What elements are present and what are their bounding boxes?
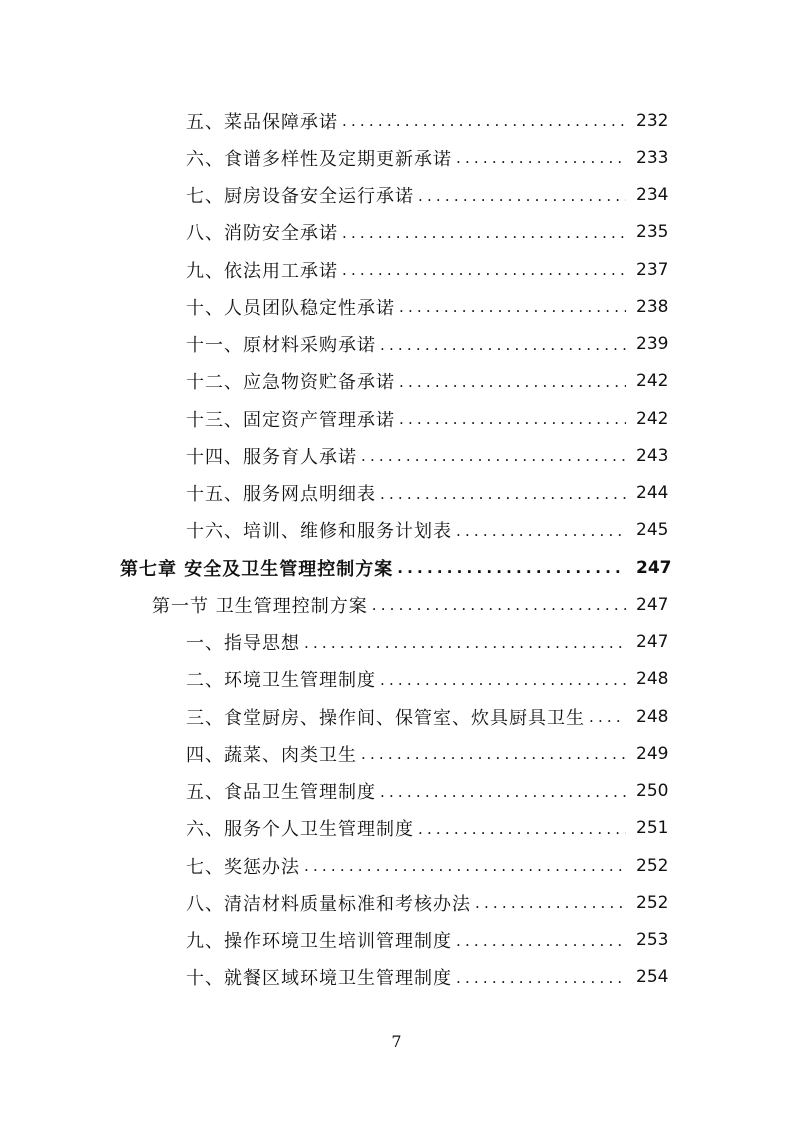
toc-entry-page-number: 254 — [636, 967, 669, 988]
toc-entry-page-number: 253 — [636, 930, 669, 951]
toc-dot-leader — [342, 224, 626, 241]
toc-dot-leader — [361, 447, 626, 464]
toc-entry-page-number: 233 — [636, 147, 669, 168]
toc-entry-title: 二、环境卫生管理制度 — [186, 670, 376, 692]
toc-item-entry[interactable] — [0, 102, 793, 139]
toc-item-entry[interactable] — [0, 810, 793, 847]
table-of-contents — [0, 102, 793, 996]
toc-entry-title: 五、菜品保障承诺 — [186, 111, 338, 133]
toc-dot-leader — [456, 969, 626, 986]
toc-entry-page-number: 247 — [636, 594, 669, 615]
toc-entry-title: 十一、原材料采购承诺 — [186, 335, 376, 357]
toc-entry-page-number: 245 — [636, 520, 669, 541]
toc-entry-title: 七、厨房设备安全运行承诺 — [186, 186, 414, 208]
toc-entry-title: 三、食堂厨房、操作间、保管室、炊具厨具卫生 — [186, 707, 585, 729]
toc-entry-page-number: 251 — [636, 818, 669, 839]
toc-dot-leader — [418, 187, 626, 204]
toc-entry-page-number: 238 — [636, 296, 669, 317]
toc-entry-title: 四、蔬菜、肉类卫生 — [186, 744, 357, 766]
toc-item-entry[interactable] — [0, 698, 793, 735]
toc-entry-title: 十三、固定资产管理承诺 — [186, 409, 395, 431]
toc-item-entry[interactable] — [0, 363, 793, 400]
toc-dot-leader — [304, 634, 626, 651]
toc-dot-leader — [342, 261, 626, 278]
toc-dot-leader — [380, 671, 626, 688]
toc-entry-page-number: 249 — [636, 743, 669, 764]
toc-chapter-entry[interactable] — [0, 549, 793, 586]
toc-entry-title: 十五、服务网点明细表 — [186, 484, 376, 506]
toc-entry-page-number: 248 — [636, 706, 669, 727]
toc-dot-leader — [399, 373, 626, 390]
toc-entry-page-number: 239 — [636, 334, 669, 355]
toc-dot-leader — [399, 410, 626, 427]
toc-entry-title: 五、食品卫生管理制度 — [186, 782, 376, 804]
toc-dot-leader — [456, 932, 626, 949]
toc-item-entry[interactable] — [0, 326, 793, 363]
toc-entry-title: 九、依法用工承诺 — [186, 260, 338, 282]
toc-entry-page-number: 252 — [636, 892, 669, 913]
toc-entry-title: 第一节 卫生管理控制方案 — [152, 595, 368, 617]
toc-entry-title: 十、人员团队稳定性承诺 — [186, 297, 395, 319]
toc-entry-page-number: 234 — [636, 185, 669, 206]
toc-entry-title: 一、指导思想 — [186, 633, 300, 655]
toc-item-entry[interactable] — [0, 288, 793, 325]
toc-dot-leader — [372, 596, 626, 613]
toc-entry-title: 十二、应急物资贮备承诺 — [186, 372, 395, 394]
toc-item-entry[interactable] — [0, 773, 793, 810]
toc-section-entry[interactable] — [0, 586, 793, 623]
toc-entry-page-number: 247 — [636, 557, 672, 578]
toc-entry-title: 十四、服务育人承诺 — [186, 446, 357, 468]
toc-entry-title: 第七章 安全及卫生管理控制方案 — [120, 558, 394, 580]
toc-dot-leader — [456, 149, 626, 166]
toc-entry-title: 八、消防安全承诺 — [186, 223, 338, 245]
toc-entry-page-number: 247 — [636, 632, 669, 653]
toc-entry-page-number: 243 — [636, 445, 669, 466]
toc-item-entry[interactable] — [0, 512, 793, 549]
toc-item-entry[interactable] — [0, 437, 793, 474]
toc-entry-title: 九、操作环境卫生培训管理制度 — [186, 931, 452, 953]
toc-item-entry[interactable] — [0, 214, 793, 251]
toc-item-entry[interactable] — [0, 884, 793, 921]
toc-entry-title: 十六、培训、维修和服务计划表 — [186, 521, 452, 543]
toc-dot-leader — [399, 298, 626, 315]
toc-entry-title: 七、奖惩办法 — [186, 856, 300, 878]
toc-dot-leader — [475, 894, 626, 911]
toc-entry-page-number: 232 — [636, 110, 669, 131]
toc-dot-leader — [589, 708, 626, 725]
toc-item-entry[interactable] — [0, 959, 793, 996]
toc-entry-title: 八、清洁材料质量标准和考核办法 — [186, 893, 471, 915]
toc-dot-leader — [380, 783, 626, 800]
toc-entry-title: 六、服务个人卫生管理制度 — [186, 819, 414, 841]
toc-item-entry[interactable] — [0, 400, 793, 437]
toc-item-entry[interactable] — [0, 624, 793, 661]
toc-dot-leader — [342, 112, 626, 129]
toc-item-entry[interactable] — [0, 922, 793, 959]
toc-entry-page-number: 242 — [636, 371, 669, 392]
toc-item-entry[interactable] — [0, 475, 793, 512]
toc-item-entry[interactable] — [0, 251, 793, 288]
toc-entry-page-number: 235 — [636, 222, 669, 243]
toc-entry-title: 六、食谱多样性及定期更新承诺 — [186, 148, 452, 170]
toc-dot-leader — [361, 745, 626, 762]
toc-entry-page-number: 242 — [636, 408, 669, 429]
toc-dot-leader — [380, 336, 626, 353]
toc-entry-page-number: 244 — [636, 483, 669, 504]
toc-item-entry[interactable] — [0, 139, 793, 176]
toc-item-entry[interactable] — [0, 661, 793, 698]
toc-dot-leader — [304, 857, 626, 874]
toc-entry-page-number: 237 — [636, 259, 669, 280]
toc-dot-leader — [456, 522, 626, 539]
page-number: 7 — [391, 1032, 402, 1051]
toc-entry-page-number: 248 — [636, 669, 669, 690]
toc-entry-page-number: 250 — [636, 781, 669, 802]
toc-dot-leader — [380, 485, 626, 502]
toc-item-entry[interactable] — [0, 847, 793, 884]
toc-item-entry[interactable] — [0, 177, 793, 214]
toc-dot-leader — [418, 820, 626, 837]
toc-entry-title: 十、就餐区域环境卫生管理制度 — [186, 968, 452, 990]
toc-item-entry[interactable] — [0, 735, 793, 772]
toc-entry-page-number: 252 — [636, 855, 669, 876]
toc-dot-leader — [397, 559, 626, 576]
